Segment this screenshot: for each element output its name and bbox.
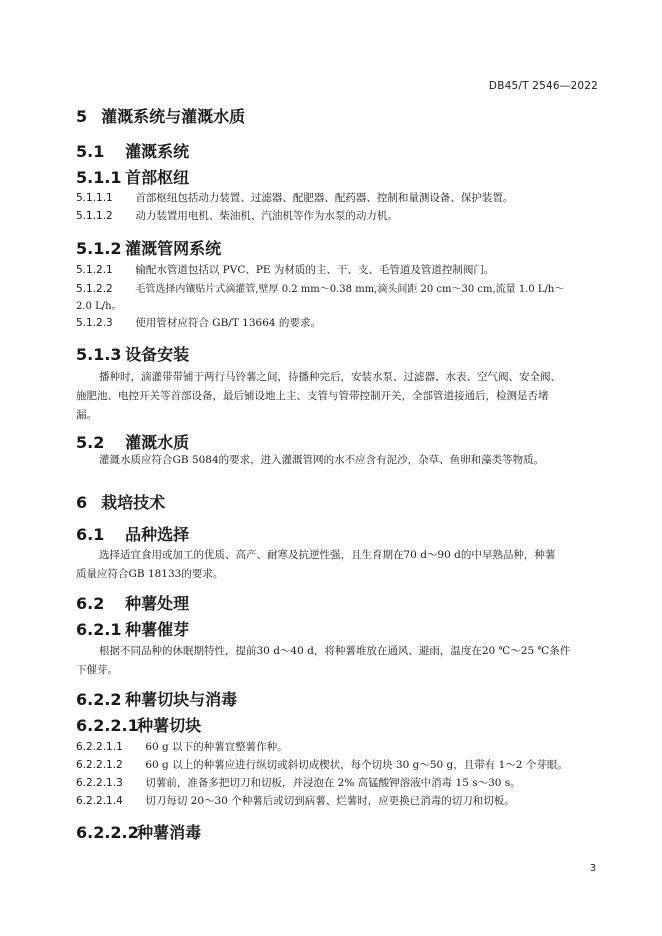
para-5-2-line-1: 灌溉水质应符合GB 5084的要求，进入灌溉管网的水不应含有泥沙，杂草、鱼卵和藻类等物质。 [99,454,545,466]
clause-6-2-2-1-2: 6.2.2.1.2 60 g 以上的种薯应进行纵切或斜切成楔状，每个切块 30 g～50 g，且带有 1～2 个芽眼。 [76,759,568,771]
heading-5-1-3: 5.1.3 设备安装 [76,345,190,364]
clause-5-1-2-2: 5.1.2.2 毛管选择内镶贴片式滴灌管,壁厚 0.2 mm～0.38 mm,滴头间距 20 cm～30 cm,流量 1.0 L/h～ [76,283,565,295]
clause-6-2-2-1-3: 6.2.2.1.3 切薯前，准备多把切刀和切板，并浸泡在 2% 高锰酸钾溶液中消毒 15 s～30 s。 [76,777,521,789]
clause-6-2-2-1-4: 6.2.2.1.4 切刀每切 20～30 个种薯后或切到病薯、烂薯时，应更换已消毒的切刀和切板。 [76,795,515,807]
clause-6-2-2-1-1: 6.2.2.1.1 60 g 以下的种薯宜整薯作种。 [76,741,288,753]
clause-5-1-2-1: 5.1.2.1 输配水管道包括以 PVC、PE 为材质的主、干、支、毛管道及管道控制阀门。 [76,264,495,276]
clause-5-1-1-2: 5.1.1.2 动力装置用电机、柴油机、汽油机等作为水泵的动力机。 [76,210,398,222]
clause-5-1-1-1: 5.1.1.1 首部枢纽包括动力装置、过滤器、配肥器、配药器、控制和量测设备、保护装置。 [76,192,514,204]
para-6-1-line-1: 选择适宜食用或加工的优质、高产、耐寒及抗逆性强，且生育期在70 d～90 d的中早熟品种，种薯 [99,549,556,561]
clause-5-1-2-3: 5.1.2.3 使用管材应符合 GB/T 13664 的要求。 [76,317,321,329]
para-5-1-3-line-1: 播种时，滴灌带带铺于两行马铃薯之间，待播种完后，安装水泵、过滤器、水表、空气阀、安全阀、 [99,371,561,383]
clause-5-1-2-2-cont: 2.0 L/h。 [76,301,122,312]
heading-6-1: 6.1 品种选择 [76,525,190,544]
para-6-2-1-line-2: 下催芽。 [76,664,118,676]
heading-6-2-1: 6.2.1 种薯催芽 [76,620,190,639]
heading-5-2: 5.2 灌溉水质 [76,433,190,452]
para-5-1-3-line-3: 漏。 [76,409,97,421]
heading-6: 6 栽培技术 [76,493,166,512]
para-6-2-1-line-1: 根据不同品种的休眠期特性，提前30 d～40 d，将种薯堆放在通风、避雨，温度在20 ℃～25 ℃条件 [99,645,571,657]
heading-5-1-2: 5.1.2 灌溉管网系统 [76,239,222,258]
page-number: 3 [589,863,596,874]
heading-6-2-2-1: 6.2.2.1 种薯切块 [76,716,202,735]
heading-6-2-2: 6.2.2 种薯切块与消毒 [76,690,238,709]
document-code: DB45/T 2546—2022 [488,80,598,92]
heading-6-2: 6.2 种薯处理 [76,594,190,613]
heading-5-1-1: 5.1.1 首部枢纽 [76,168,190,187]
para-5-1-3-line-2: 施肥池、电控开关等首部设备，最后铺设地上主、支管与管带控制开关，全部管道接通后，检测是否堵 [76,390,549,402]
para-6-1-line-2: 质量应符合GB 18133的要求。 [76,568,224,580]
heading-6-2-2-2: 6.2.2.2 种薯消毒 [76,823,202,842]
heading-5: 5 灌溉系统与灌溉水质 [76,107,246,126]
heading-5-1: 5.1 灌溉系统 [76,142,190,161]
